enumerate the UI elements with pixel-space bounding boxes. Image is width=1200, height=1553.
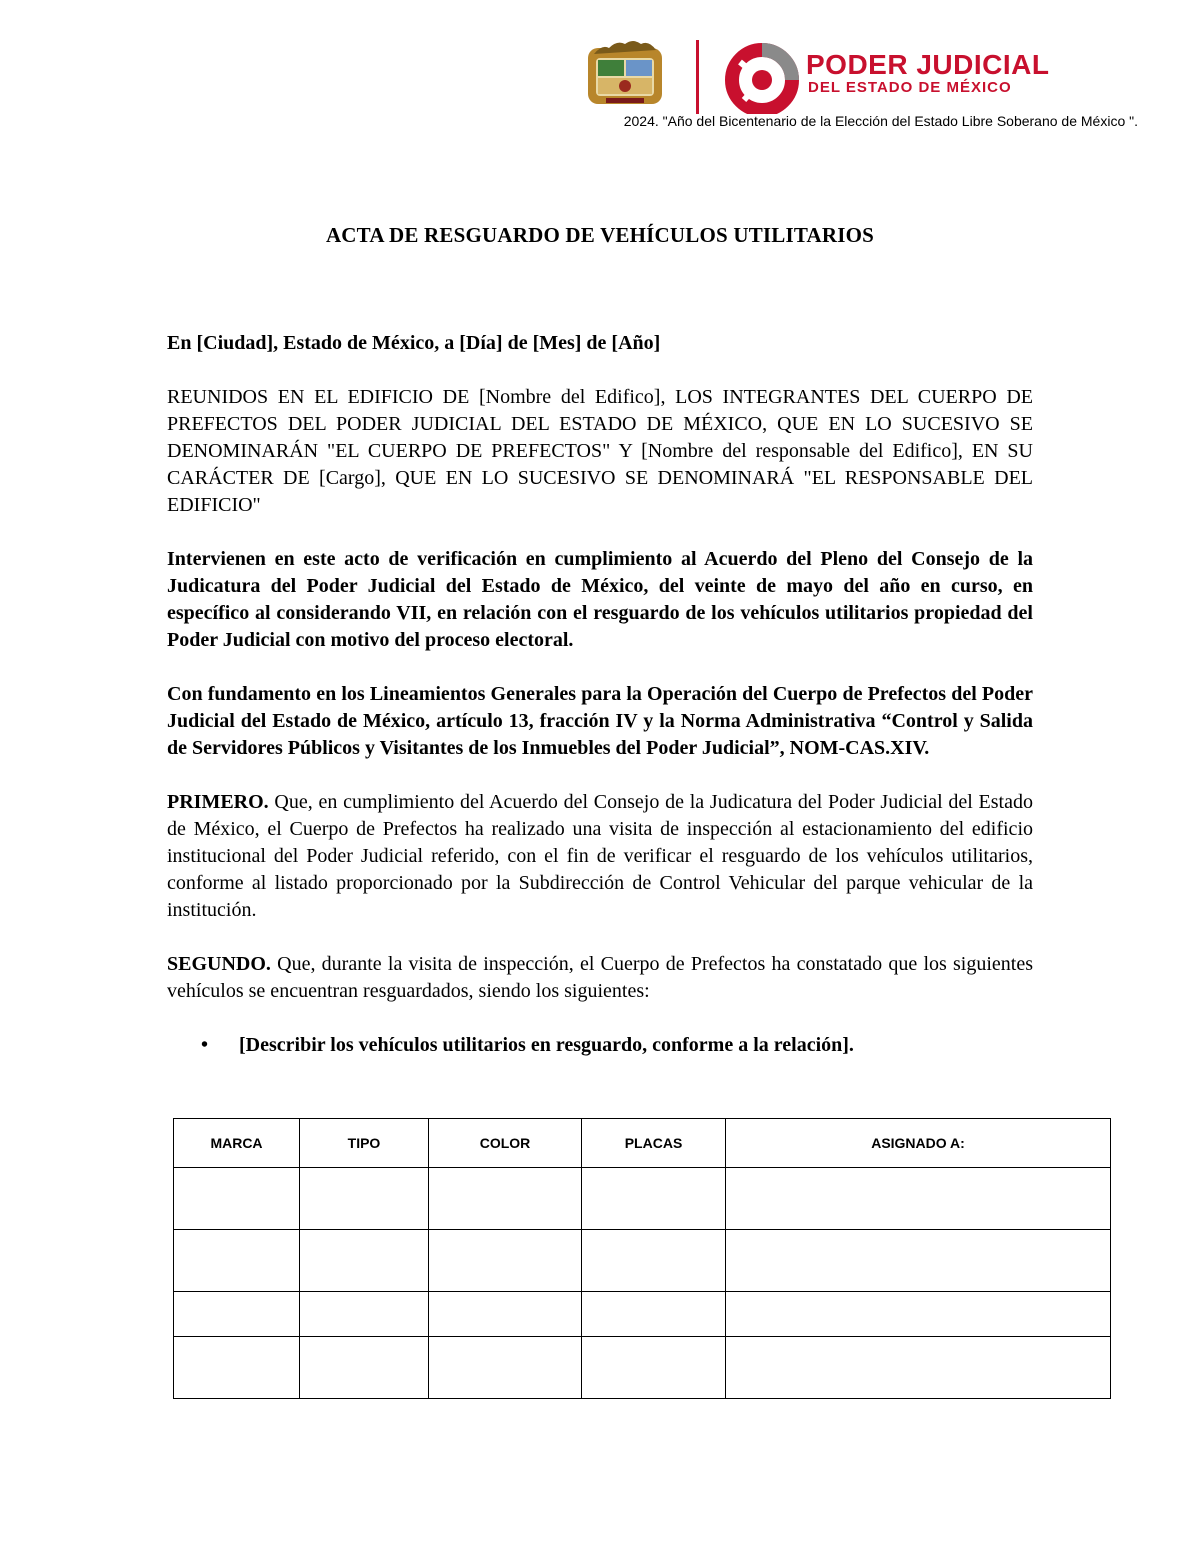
table-row xyxy=(174,1230,1111,1292)
table-row xyxy=(174,1337,1111,1399)
table-cell[interactable] xyxy=(174,1337,300,1399)
bullet-item xyxy=(167,1032,1033,1059)
table-cell[interactable] xyxy=(300,1292,429,1337)
column-header: MARCA xyxy=(174,1119,300,1168)
institution-title: PODER JUDICIAL xyxy=(806,49,1050,80)
institution-subtitle: DEL ESTADO DE MÉXICO xyxy=(808,79,1012,96)
table-cell[interactable] xyxy=(582,1292,726,1337)
table-header-row xyxy=(174,1119,1111,1168)
table-cell[interactable] xyxy=(429,1337,582,1399)
table-row xyxy=(174,1292,1111,1337)
table-cell[interactable] xyxy=(174,1292,300,1337)
second-clause xyxy=(167,951,1033,1005)
column-header: ASIGNADO A: xyxy=(726,1119,1111,1168)
year-motto: 2024. "Año del Bicentenario de la Elección del Estado Libre Soberano de México ". xyxy=(623,113,1138,129)
second-clause-text: Que, durante la visita de inspección, el Cuerpo de Prefectos ha constatado que los siguientes vehículos se encuentran resguardados, siendo los siguientes: xyxy=(167,953,1033,1002)
document-title: ACTA DE RESGUARDO DE VEHÍCULOS UTILITARIOS xyxy=(325,223,875,247)
table-cell[interactable] xyxy=(726,1168,1111,1230)
table-cell[interactable] xyxy=(429,1168,582,1230)
table-row xyxy=(174,1168,1111,1230)
table-cell[interactable] xyxy=(174,1230,300,1292)
table-cell[interactable] xyxy=(300,1230,429,1292)
table-cell[interactable] xyxy=(582,1230,726,1292)
table-cell[interactable] xyxy=(174,1168,300,1230)
table-cell[interactable] xyxy=(582,1168,726,1230)
table-cell[interactable] xyxy=(582,1337,726,1399)
first-clause-text: Que, en cumplimiento del Acuerdo del Consejo de la Judicatura del Poder Judicial del Estado de México, el Cuerpo de Prefectos ha realizado una visita de inspección al estacionamiento del edificio institucional del Poder Judicial referido, con el fin de verificar el resguardo de los vehículos utilitarios, conforme al listado proporcionado por la Subdirección de Control Vehicular del parque vehicular de la institución. xyxy=(167,791,1033,921)
document-header xyxy=(0,0,1200,140)
table-cell[interactable] xyxy=(726,1337,1111,1399)
bullet-marker: • xyxy=(201,1034,209,1056)
table-cell[interactable] xyxy=(429,1230,582,1292)
table-cell[interactable] xyxy=(300,1168,429,1230)
vehicles-table xyxy=(173,1118,1111,1399)
table-cell[interactable] xyxy=(726,1230,1111,1292)
poder-judicial-logo-icon xyxy=(722,42,800,114)
bullet-text: [Describir los vehículos utilitarios en resguardo, conforme a la relación]. xyxy=(239,1034,854,1056)
column-header: PLACAS xyxy=(582,1119,726,1168)
second-clause-label: SEGUNDO. xyxy=(167,953,271,975)
column-header: TIPO xyxy=(300,1119,429,1168)
table-cell[interactable] xyxy=(726,1292,1111,1337)
place-date: En [Ciudad], Estado de México, a [Día] de [Mes] de [Año] xyxy=(167,332,661,354)
document-body xyxy=(167,330,1033,1077)
state-seal-icon xyxy=(584,40,666,108)
legal-basis-paragraph: Con fundamento en los Lineamientos Generales para la Operación del Cuerpo de Prefectos del Poder Judicial del Estado de México, artículo 13, fracción IV y la Norma Administrativa “Control y Salida de Servidores Públicos y Visitantes de los Inmuebles del Poder Judicial”, NOM-CAS.XIV. xyxy=(167,683,1033,759)
intervention-paragraph: Intervienen en este acto de verificación en cumplimiento al Acuerdo del Pleno del Consejo de la Judicatura del Poder Judicial del Estado de México, del veinte de mayo del año en curso, en específico al considerando VII, en relación con el resguardo de los vehículos utilitarios propiedad del Poder Judicial con motivo del proceso electoral. xyxy=(167,548,1033,651)
header-divider xyxy=(696,40,699,114)
gathered-paragraph: REUNIDOS EN EL EDIFICIO DE [Nombre del Edifico], LOS INTEGRANTES DEL CUERPO DE PREFECTOS DEL PODER JUDICIAL DEL ESTADO DE MÉXICO, QUE EN LO SUCESIVO SE DENOMINARÁN "EL CUERPO DE PREFECTOS" Y [Nombre del responsable del Edifico], EN SU CARÁCTER DE [Cargo], QUE EN LO SUCESIVO SE DENOMINARÁ "EL RESPONSABLE DEL EDIFICIO" xyxy=(167,386,1033,516)
first-clause-label: PRIMERO. xyxy=(167,791,269,813)
column-header: COLOR xyxy=(429,1119,582,1168)
table-cell[interactable] xyxy=(300,1337,429,1399)
table-cell[interactable] xyxy=(429,1292,582,1337)
first-clause xyxy=(167,789,1033,924)
